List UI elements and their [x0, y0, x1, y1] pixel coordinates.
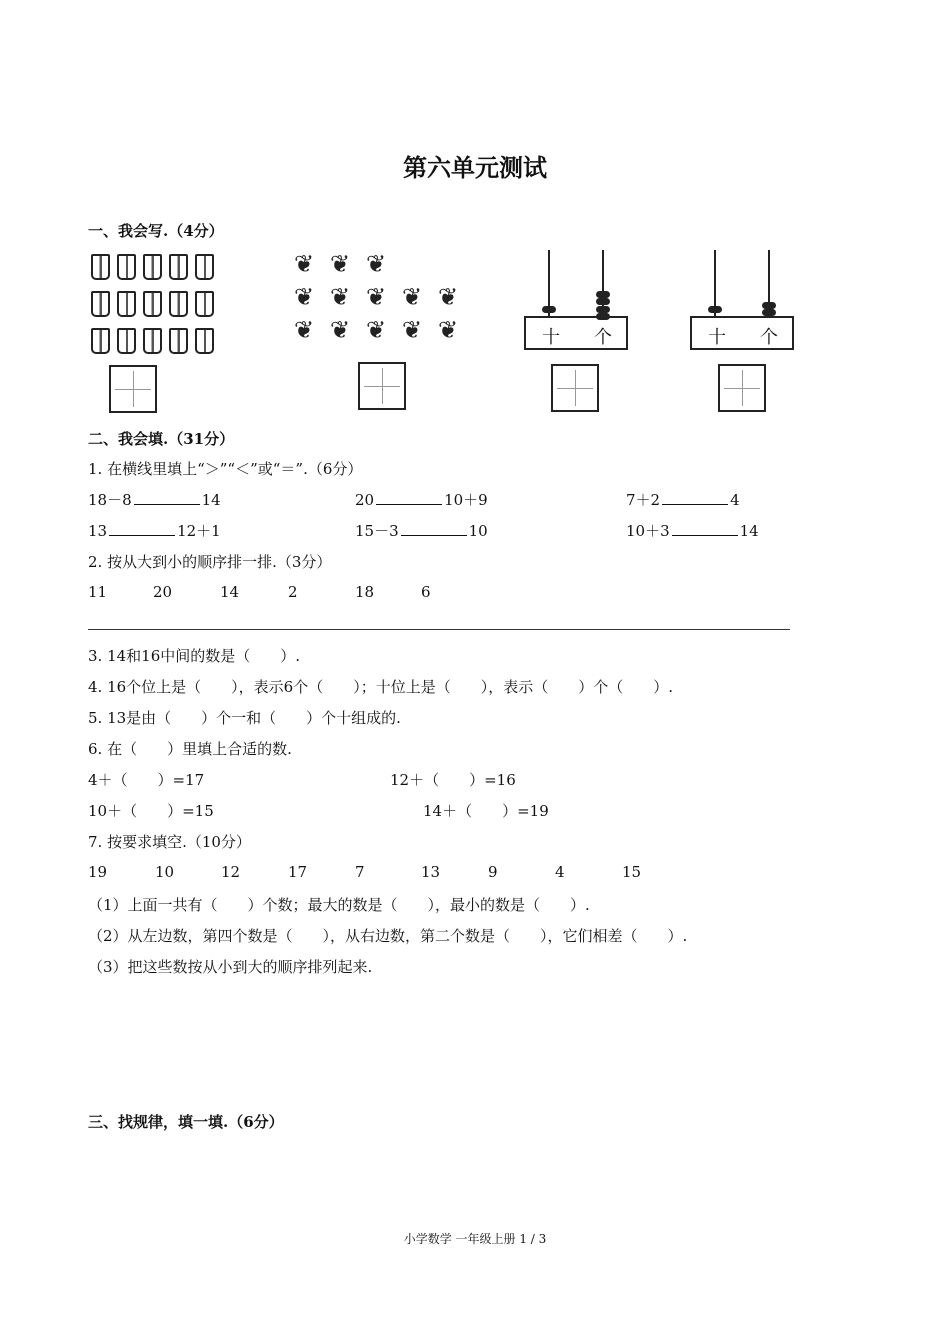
answer-box-3[interactable]: [551, 364, 599, 412]
answer-box-1[interactable]: [109, 365, 157, 413]
leaf-icon: ❦: [438, 283, 459, 311]
q2-number: 14: [220, 583, 240, 601]
q2-number: 18: [355, 583, 375, 601]
leaf-icon: ❦: [402, 316, 423, 344]
leaf-icon: ❦: [402, 283, 423, 311]
q2-number: 2: [288, 583, 298, 601]
ones-label: 个: [760, 327, 778, 348]
leaf-icon: ❦: [294, 250, 315, 278]
cup-icon: [143, 291, 162, 317]
answer-line[interactable]: [134, 490, 200, 505]
cup-icon: [91, 328, 110, 354]
q7-text: 7. 按要求填空.（10分）: [88, 833, 251, 851]
answer-line[interactable]: [401, 521, 467, 536]
q7-number: 15: [622, 863, 642, 881]
answer-line[interactable]: [88, 629, 790, 630]
answer-line[interactable]: [376, 490, 442, 505]
section3-heading: 三、找规律，填一填.（6分）: [88, 1113, 284, 1131]
q7-number: 10: [155, 863, 175, 881]
q1-item: 15－3 10: [355, 522, 488, 540]
answer-line[interactable]: [672, 521, 738, 536]
tens-label: 十: [542, 327, 560, 348]
q1-item: 18－8 14: [88, 491, 221, 509]
cup-icon: [169, 291, 188, 317]
section1-heading: 一、我会写.（4分）: [88, 222, 224, 240]
cup-icon: [195, 254, 214, 280]
section2-heading: 二、我会填.（31分）: [88, 430, 235, 448]
q7-sub3: （3）把这些数按从小到大的顺序排列起来.: [88, 958, 373, 976]
answer-box-4[interactable]: [718, 364, 766, 412]
q2-number: 20: [153, 583, 173, 601]
ones-label: 个: [594, 327, 612, 348]
q7-number: 12: [221, 863, 241, 881]
q1-item: 13 12＋1: [88, 522, 221, 540]
cup-icon: [169, 328, 188, 354]
q3-text: 3. 14和16中间的数是（ ）.: [88, 647, 301, 665]
q7-number: 4: [555, 863, 565, 881]
leaf-icon: ❦: [366, 250, 387, 278]
q1-text: 1. 在横线里填上“＞”“＜”或“＝”.（6分）: [88, 460, 363, 478]
q7-sub1: （1）上面一共有（ ）个数；最大的数是（ ），最小的数是（ ）.: [88, 896, 590, 914]
answer-line[interactable]: [662, 490, 728, 505]
q6-item[interactable]: 14＋（ ）=19: [423, 802, 549, 820]
leaf-icon: ❦: [330, 250, 351, 278]
q4-text: 4. 16个位上是（ ），表示6个（ ）；十位上是（ ），表示（ ）个（ ）.: [88, 678, 673, 696]
q7-number: 13: [421, 863, 441, 881]
q1-item: 7＋2 4: [626, 491, 740, 509]
q6-item[interactable]: 4＋（ ）=17: [88, 771, 205, 789]
leaf-icon: ❦: [366, 316, 387, 344]
cup-icon: [117, 328, 136, 354]
cup-icon: [91, 254, 110, 280]
leaf-icon: ❦: [366, 283, 387, 311]
q6-text: 6. 在（ ）里填上合适的数.: [88, 740, 292, 758]
cup-icon: [143, 254, 162, 280]
q7-number: 9: [488, 863, 498, 881]
q2-number: 11: [88, 583, 108, 601]
tens-label: 十: [708, 327, 726, 348]
answer-box-2[interactable]: [358, 362, 406, 410]
q6-item[interactable]: 10＋（ ）=15: [88, 802, 214, 820]
cup-icon: [91, 291, 110, 317]
q2-number: 6: [421, 583, 431, 601]
q1-item: 20 10＋9: [355, 491, 488, 509]
q7-number: 19: [88, 863, 108, 881]
leaf-icon: ❦: [330, 283, 351, 311]
q7-sub2: （2）从左边数，第四个数是（ ），从右边数，第二个数是（ ），它们相差（ ）.: [88, 927, 688, 945]
leaf-icon: ❦: [294, 316, 315, 344]
cup-icon: [195, 291, 214, 317]
answer-line[interactable]: [109, 521, 175, 536]
cup-icon: [117, 291, 136, 317]
q5-text: 5. 13是由（ ）个一和（ ）个十组成的.: [88, 709, 401, 727]
page-footer: 小学数学 一年级上册 1 / 3: [403, 1232, 547, 1246]
cup-icon: [117, 254, 136, 280]
q2-text: 2. 按从大到小的顺序排一排.（3分）: [88, 553, 332, 571]
cup-icon: [169, 254, 188, 280]
leaf-icon: ❦: [438, 316, 459, 344]
cup-icon: [195, 328, 214, 354]
q1-item: 10＋3 14: [626, 522, 759, 540]
page-title: 第六单元测试: [403, 153, 547, 182]
q7-number: 17: [288, 863, 308, 881]
leaf-icon: ❦: [294, 283, 315, 311]
q7-number: 7: [355, 863, 365, 881]
cup-icon: [143, 328, 162, 354]
q6-item[interactable]: 12＋（ ）=16: [390, 771, 516, 789]
leaf-icon: ❦: [330, 316, 351, 344]
